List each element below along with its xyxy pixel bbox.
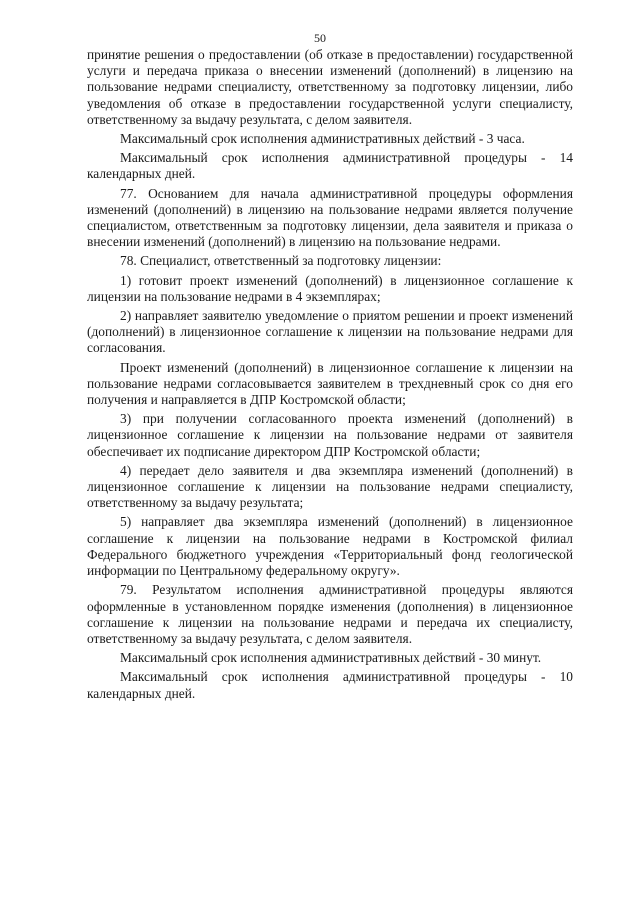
paragraph: 5) направляет два экземпляра изменений (дополнений) в лицензионное соглашение к лицензии на пользование недрами в Костромской филиал Федерального бюджетного учреждения «Территориальный фонд геологической информации по Центральному федеральному округу».	[87, 514, 573, 579]
paragraph: Максимальный срок исполнения административной процедуры - 10 календарных дней.	[87, 669, 573, 701]
paragraph: 1) готовит проект изменений (дополнений) в лицензионное соглашение к лицензии на пользование недрами в 4 экземплярах;	[87, 272, 573, 304]
paragraph: 77. Основанием для начала административной процедуры оформления изменений (дополнений) в лицензию на пользование недрами является получение специалистом, ответственным за подготовку лицензии, дела заявителя и приказа о внесении изменений (дополнений) в лицензию на пользование недрами.	[87, 185, 573, 250]
paragraph: 78. Специалист, ответственный за подготовку лицензии:	[120, 253, 442, 269]
document-body	[87, 47, 573, 705]
paragraph: 3) при получении согласованного проекта изменений (дополнений) в лицензионное соглашение к лицензии на пользование недрами от заявителя обеспечивает их подписание директором ДПР Костромской области;	[87, 411, 573, 459]
paragraph: 2) направляет заявителю уведомление о приятом решении и проект изменений (дополнений) в лицензионное соглашение к лицензии на пользование недрами для согласования.	[87, 308, 573, 356]
paragraph: 79. Результатом исполнения административной процедуры являются оформленные в установленном порядке изменения (дополнения) в лицензионное соглашение к лицензии на пользование недрами и передача их специалисту, ответственному за выдачу результата, с делом заявителя.	[87, 582, 573, 646]
paragraph: Максимальный срок исполнения административных действий - 30 минут.	[120, 650, 542, 666]
paragraph: принятие решения о предоставлении (об отказе в предоставлении) государственной услуги и передача приказа о внесении изменений (дополнений) в лицензию на пользование недрами специалисту, ответственному за подготовку лицензии, либо уведомления об отказе в предоставлении государственной услуги специалисту, ответственному за выдачу результата, с делом заявителя.	[87, 47, 573, 127]
paragraph: Максимальный срок исполнения административной процедуры - 14 календарных дней.	[87, 150, 573, 182]
paragraph: Максимальный срок исполнения административных действий - 3 часа.	[120, 131, 525, 147]
paragraph: 4) передает дело заявителя и два экземпляра изменений (дополнений) в лицензионное соглашение к лицензии на пользование недрами специалисту, ответственному за выдачу результата;	[87, 462, 573, 511]
page-number: 50	[314, 31, 326, 45]
paragraph: Проект изменений (дополнений) в лицензионное соглашение к лицензии на пользование недрами согласовывается заявителем в трехдневный срок со дня его получения и направляется в ДПР Костромской области;	[87, 359, 573, 408]
